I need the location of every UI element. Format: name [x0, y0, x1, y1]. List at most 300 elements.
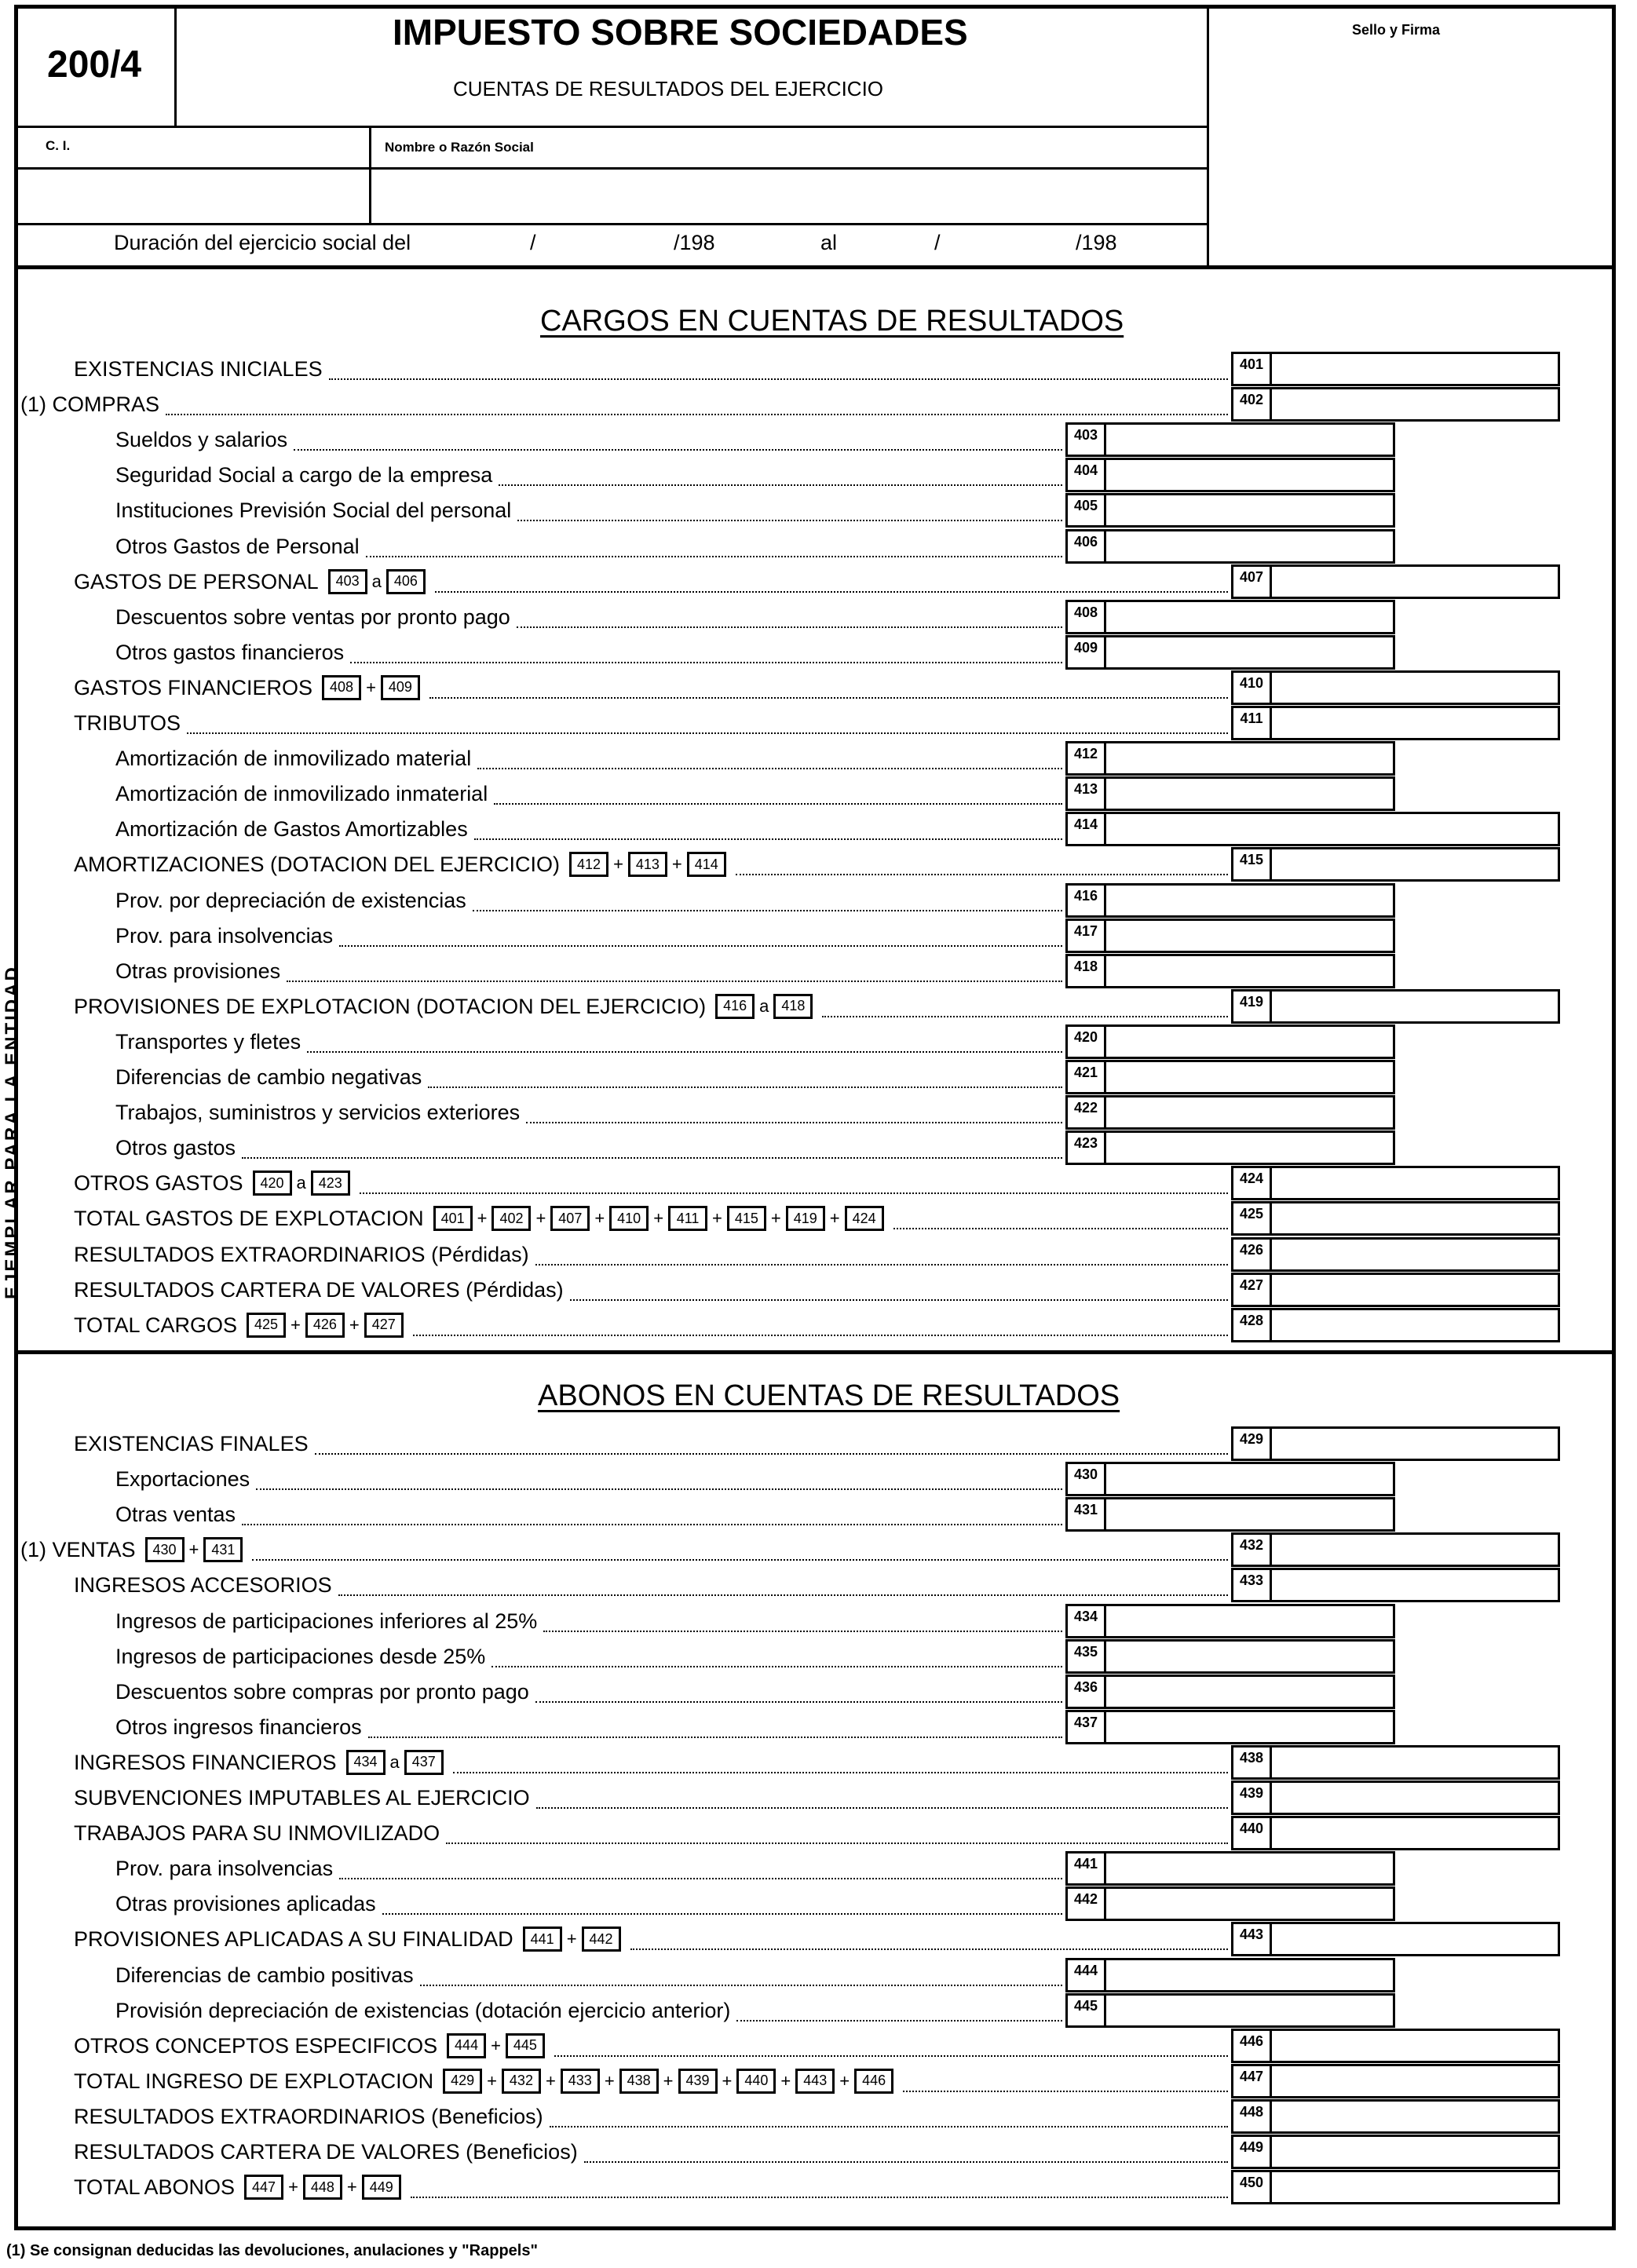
field-code: 419 [1231, 989, 1272, 1024]
amount-field[interactable] [1106, 1851, 1395, 1886]
field-code: 409 [1065, 635, 1106, 670]
row-formula [241, 2175, 404, 2200]
amount-field[interactable] [1272, 1780, 1560, 1815]
amount-field[interactable] [1272, 1922, 1560, 1956]
form-row [74, 1308, 407, 1342]
amount-field[interactable] [1106, 1993, 1395, 2028]
formula-ref-box: 432 [502, 2069, 541, 2094]
row-label: Otros gastos [115, 1136, 236, 1160]
form-row [115, 1462, 250, 1496]
dot-leader [570, 1299, 1228, 1301]
form-row [20, 1532, 246, 1567]
row-label: Descuentos sobre compras por pronto pago [115, 1679, 529, 1704]
field-code: 429 [1231, 1426, 1272, 1461]
dot-leader [494, 803, 1062, 805]
form-row [74, 2170, 404, 2204]
field-code: 403 [1065, 422, 1106, 457]
formula-operator: + [663, 2070, 674, 2091]
amount-field[interactable] [1106, 741, 1395, 776]
dot-leader [242, 1524, 1062, 1525]
formula-operator: + [722, 2070, 733, 2091]
amount-field[interactable] [1106, 776, 1395, 811]
amount-field[interactable] [1106, 954, 1395, 988]
amount-field[interactable] [1106, 529, 1395, 564]
field-code: 445 [1065, 1993, 1106, 2028]
amount-field[interactable] [1106, 1710, 1395, 1744]
field-code: 406 [1065, 529, 1106, 564]
formula-operator: + [780, 2070, 791, 2091]
form-row [74, 564, 429, 599]
form-row [74, 1166, 353, 1200]
amount-field[interactable] [1106, 1675, 1395, 1709]
form-row [74, 1273, 564, 1307]
dot-leader [413, 1335, 1228, 1336]
formula-ref-box: 438 [619, 2069, 659, 2094]
amount-field[interactable] [1106, 1639, 1395, 1674]
formula-operator: + [712, 1208, 722, 1229]
amount-field[interactable] [1272, 847, 1560, 882]
dot-leader [338, 1594, 1228, 1596]
header-divider-ci [369, 126, 371, 225]
form-row [115, 1851, 333, 1886]
stamp-area[interactable] [1211, 47, 1611, 262]
amount-field[interactable] [1272, 1201, 1560, 1236]
formula-ref-box: 402 [491, 1206, 531, 1231]
amount-field[interactable] [1272, 352, 1560, 386]
dot-leader [584, 2161, 1228, 2163]
formula-ref-box: 424 [845, 1206, 884, 1231]
amount-field[interactable] [1106, 493, 1395, 528]
form-row [115, 1710, 362, 1744]
dot-leader [822, 1016, 1228, 1017]
dot-leader [491, 1666, 1062, 1667]
duration-year-1: /198 [674, 231, 715, 254]
formula-operator: + [487, 2070, 497, 2091]
field-code: 430 [1065, 1462, 1106, 1496]
field-code: 431 [1065, 1497, 1106, 1532]
ci-field[interactable] [19, 170, 367, 221]
row-label: INGRESOS FINANCIEROS [74, 1750, 337, 1774]
amount-field[interactable] [1272, 564, 1560, 599]
field-code: 404 [1065, 458, 1106, 492]
dot-leader [736, 874, 1228, 875]
row-formula [520, 1927, 624, 1952]
field-code: 440 [1231, 1816, 1272, 1850]
dot-leader [287, 981, 1062, 982]
dot-leader [242, 1157, 1062, 1159]
row-label: RESULTADOS EXTRAORDINARIOS (Pérdidas) [74, 1242, 529, 1266]
dot-leader [903, 2091, 1228, 2092]
abonos-title: ABONOS EN CUENTAS DE RESULTADOS [538, 1379, 1120, 1412]
field-code: 410 [1231, 670, 1272, 705]
row-label: Trabajos, suministros y servicios exteriores [115, 1101, 521, 1125]
dot-leader [329, 378, 1228, 380]
dot-leader [429, 697, 1228, 699]
field-code: 422 [1065, 1095, 1106, 1130]
duration-slash-1: / [530, 231, 536, 254]
form-row [115, 422, 287, 457]
row-formula [430, 1206, 887, 1231]
row-label: OTROS CONCEPTOS ESPECIFICOS [74, 2033, 438, 2058]
amount-field[interactable] [1272, 2170, 1560, 2204]
row-label: Otros gastos financieros [115, 640, 345, 664]
dot-leader [473, 910, 1062, 911]
row-label: Exportaciones [115, 1467, 250, 1492]
amount-field[interactable] [1106, 919, 1395, 953]
field-code: 416 [1065, 883, 1106, 918]
field-code: 444 [1065, 1958, 1106, 1992]
form-subtitle: CUENTAS DE RESULTADOS DEL EJERCICIO [453, 77, 884, 100]
amount-field[interactable] [1272, 2099, 1560, 2134]
dot-leader [339, 1878, 1062, 1879]
field-code: 415 [1231, 847, 1272, 882]
amount-field[interactable] [1272, 1426, 1560, 1461]
row-label: TOTAL ABONOS [74, 2175, 236, 2200]
field-code: 434 [1065, 1604, 1106, 1638]
form-row [74, 1816, 440, 1850]
form-row [115, 1130, 236, 1165]
formula-operator: a [759, 995, 769, 1016]
amount-field[interactable] [1272, 706, 1560, 740]
amount-field[interactable] [1106, 1462, 1395, 1496]
row-label: AMORTIZACIONES (DOTACION DEL EJERCICIO) [74, 853, 561, 877]
amount-field[interactable] [1272, 1816, 1560, 1850]
form-row [74, 1780, 530, 1815]
amount-field[interactable] [1106, 635, 1395, 670]
dot-leader [350, 662, 1062, 663]
row-label: Otras ventas [115, 1503, 236, 1527]
row-label: Instituciones Previsión Social del personal [115, 499, 512, 523]
row-label: Ingresos de participaciones desde 25% [115, 1644, 486, 1668]
field-code: 438 [1231, 1745, 1272, 1780]
row-label: SUBVENCIONES IMPUTABLES AL EJERCICIO [74, 1786, 530, 1810]
amount-field[interactable] [1106, 458, 1395, 492]
row-formula [712, 994, 816, 1019]
form-row [115, 1060, 422, 1094]
row-label: Amortización de inmovilizado inmaterial [115, 782, 488, 806]
formula-ref-box: 418 [773, 994, 813, 1019]
formula-ref-box: 407 [550, 1206, 590, 1231]
dot-leader [166, 414, 1228, 415]
dot-leader [543, 1631, 1062, 1632]
form-row [115, 600, 510, 634]
formula-ref-box: 409 [381, 675, 420, 700]
formula-ref-box: 411 [668, 1206, 707, 1231]
field-code: 443 [1231, 1922, 1272, 1956]
dot-leader [294, 449, 1062, 451]
amount-field[interactable] [1272, 1308, 1560, 1342]
name-label: Nombre o Razón Social [385, 140, 534, 155]
formula-ref-box: 413 [628, 852, 667, 877]
section-separator [14, 1350, 1616, 1354]
dot-leader [256, 1488, 1062, 1490]
row-formula [325, 569, 429, 594]
formula-ref-box: 445 [506, 2033, 545, 2058]
formula-ref-box: 440 [736, 2069, 776, 2094]
form-row [74, 2099, 543, 2134]
form-number: 200/4 [47, 44, 142, 86]
amount-field[interactable] [1106, 422, 1395, 457]
field-code: 436 [1065, 1675, 1106, 1709]
form-row [74, 1922, 624, 1956]
field-code: 402 [1231, 387, 1272, 422]
formula-operator: + [491, 2035, 501, 2055]
field-code: 447 [1231, 2064, 1272, 2098]
amount-field[interactable] [1106, 883, 1395, 918]
formula-ref-box: 446 [854, 2069, 893, 2094]
dot-leader [428, 1087, 1062, 1088]
field-code: 426 [1231, 1237, 1272, 1272]
field-code: 405 [1065, 493, 1106, 528]
ci-label: C. I. [46, 138, 71, 153]
field-code: 425 [1231, 1201, 1272, 1236]
row-label: Provisión depreciación de existencias (dotación ejercicio anterior) [115, 1998, 731, 2022]
dot-leader [187, 732, 1228, 734]
row-label: Descuentos sobre ventas por pronto pago [115, 604, 510, 629]
field-code: 421 [1065, 1060, 1106, 1094]
field-code: 420 [1065, 1024, 1106, 1059]
amount-field[interactable] [1106, 600, 1395, 634]
form-row [115, 1604, 537, 1638]
formula-operator: + [671, 854, 682, 875]
formula-ref-box: 423 [311, 1171, 350, 1196]
form-row [115, 919, 333, 953]
field-code: 448 [1231, 2099, 1272, 2134]
formula-ref-box: 420 [253, 1171, 292, 1196]
formula-operator: + [545, 2070, 556, 2091]
form-row [20, 387, 159, 422]
formula-operator: a [389, 1751, 400, 1772]
formula-operator: + [653, 1208, 664, 1229]
field-code: 418 [1065, 954, 1106, 988]
stamp-label: Sello y Firma [1352, 22, 1441, 38]
dot-leader [382, 1913, 1062, 1915]
dot-leader [554, 2055, 1228, 2057]
field-code: 412 [1065, 741, 1106, 776]
amount-field[interactable] [1106, 1060, 1395, 1094]
name-field[interactable] [372, 170, 1204, 221]
amount-field[interactable] [1106, 1604, 1395, 1638]
amount-field[interactable] [1272, 1166, 1560, 1200]
row-label: Ingresos de participaciones inferiores al 25% [115, 1609, 538, 1633]
form-row [74, 2064, 897, 2098]
dot-leader [420, 1985, 1062, 1986]
formula-ref-box: 410 [609, 1206, 649, 1231]
row-label: TRIBUTOS [74, 711, 181, 735]
form-row [74, 670, 423, 705]
form-title: IMPUESTO SOBRE SOCIEDADES [393, 12, 968, 53]
amount-field[interactable] [1272, 2135, 1560, 2169]
formula-ref-box: 433 [561, 2069, 600, 2094]
formula-operator: + [188, 1539, 199, 1560]
amount-field[interactable] [1272, 387, 1560, 422]
header-rule-1 [14, 126, 1208, 128]
row-label: TRABAJOS PARA SU INMOVILIZADO [74, 1821, 440, 1846]
amount-field[interactable] [1272, 989, 1560, 1024]
header-divider-stamp [1207, 5, 1209, 267]
formula-operator: + [770, 1208, 781, 1229]
dot-leader [366, 556, 1062, 557]
amount-field[interactable] [1272, 1568, 1560, 1602]
dot-leader [453, 1772, 1228, 1773]
row-label: Otros ingresos financieros [115, 1715, 362, 1739]
amount-field[interactable] [1272, 2064, 1560, 2098]
formula-ref-box: 415 [727, 1206, 766, 1231]
dot-leader [411, 2197, 1228, 2198]
field-code: 435 [1065, 1639, 1106, 1674]
form-row [115, 493, 511, 528]
formula-ref-box: 401 [433, 1206, 473, 1231]
amount-field[interactable] [1106, 1095, 1395, 1130]
field-code: 433 [1231, 1568, 1272, 1602]
form-row [74, 989, 816, 1024]
amount-field[interactable] [1106, 1024, 1395, 1059]
footnote: (1) Se consignan deducidas las devoluciones, anulaciones y "Rappels" [6, 2242, 538, 2259]
dot-leader [474, 838, 1062, 840]
row-label: RESULTADOS EXTRAORDINARIOS (Beneficios) [74, 2104, 543, 2128]
header-rule-3 [14, 223, 1208, 225]
row-label: OTROS GASTOS [74, 1171, 243, 1196]
duration-year-2: /198 [1076, 231, 1117, 254]
form-row [115, 1095, 520, 1130]
row-label: Sueldos y salarios [115, 428, 288, 452]
dot-leader [477, 768, 1062, 769]
formula-ref-box: 448 [303, 2175, 342, 2200]
dot-leader [307, 1051, 1062, 1053]
amount-field[interactable] [1106, 1497, 1395, 1532]
row-formula [319, 675, 423, 700]
formula-ref-box: 406 [386, 569, 426, 594]
row-label: Diferencias de cambio positivas [115, 1963, 414, 1987]
formula-operator: + [349, 1314, 360, 1335]
row-label: Amortización de Gastos Amortizables [115, 817, 468, 842]
field-code: 407 [1231, 564, 1272, 599]
formula-ref-box: 429 [443, 2069, 482, 2094]
amount-field[interactable] [1106, 1130, 1395, 1165]
amount-field[interactable] [1106, 812, 1560, 846]
dot-leader [550, 2126, 1228, 2127]
row-label: RESULTADOS CARTERA DE VALORES (Pérdidas) [74, 1277, 564, 1302]
duration-slash-2: / [934, 231, 941, 254]
row-formula [440, 2069, 897, 2094]
form-row [115, 954, 280, 988]
formula-ref-box: 426 [305, 1313, 345, 1338]
dot-leader [446, 1843, 1228, 1844]
dot-leader [535, 1264, 1228, 1265]
row-label: TOTAL INGRESO DE EXPLOTACION [74, 2069, 434, 2093]
duration-al: al [820, 231, 838, 254]
form-row [74, 1426, 309, 1461]
row-label: Otras provisiones aplicadas [115, 1892, 376, 1916]
row-label: EXISTENCIAS FINALES [74, 1432, 309, 1455]
formula-ref-box: 416 [715, 994, 755, 1019]
field-code: 437 [1065, 1710, 1106, 1744]
field-code: 427 [1231, 1273, 1272, 1307]
form-row [74, 847, 729, 882]
form-row [115, 1993, 730, 2028]
row-label: Prov. para insolvencias [115, 1857, 334, 1881]
formula-ref-box: 437 [404, 1750, 444, 1775]
field-code: 423 [1065, 1130, 1106, 1165]
row-formula [444, 2033, 548, 2058]
row-label: RESULTADOS CARTERA DE VALORES (Beneficios) [74, 2140, 578, 2164]
form-row [74, 1201, 887, 1236]
form-row [115, 1958, 414, 1992]
formula-ref-box: 430 [145, 1537, 185, 1562]
header-rule-bottom [14, 265, 1616, 269]
field-code: 441 [1065, 1851, 1106, 1886]
row-label: GASTOS DE PERSONAL [74, 569, 319, 593]
field-code: 413 [1065, 776, 1106, 811]
amount-field[interactable] [1106, 1886, 1395, 1921]
dot-leader [435, 591, 1228, 593]
field-code: 439 [1231, 1780, 1272, 1815]
formula-operator: + [566, 1929, 577, 1949]
formula-ref-box: 443 [795, 2069, 835, 2094]
form-row [115, 1886, 376, 1921]
field-code: 411 [1231, 706, 1272, 740]
formula-ref-box: 431 [203, 1537, 243, 1562]
form-row [74, 1237, 529, 1272]
amount-field[interactable] [1272, 1532, 1560, 1567]
row-formula [142, 1537, 247, 1562]
row-formula [343, 1750, 447, 1775]
row-label: Prov. por depreciación de existencias [115, 888, 466, 912]
cargos-title: CARGOS EN CUENTAS DE RESULTADOS [540, 305, 1124, 338]
field-code: 450 [1231, 2170, 1272, 2204]
amount-field[interactable] [1106, 1958, 1395, 1992]
field-code: 449 [1231, 2135, 1272, 2169]
form-row [74, 1568, 332, 1602]
dot-leader [339, 945, 1062, 947]
form-row [115, 741, 471, 776]
row-label: Otras provisiones [115, 959, 281, 983]
dot-leader [315, 1453, 1228, 1455]
duration-label: Duración del ejercicio social del [114, 231, 411, 254]
row-formula [566, 852, 729, 877]
formula-operator: a [371, 571, 382, 591]
form-row [74, 352, 323, 386]
row-label: Transportes y fletes [115, 1029, 301, 1054]
row-label: TOTAL GASTOS DE EXPLOTACION [74, 1207, 424, 1231]
formula-ref-box: 441 [523, 1927, 562, 1952]
amount-field[interactable] [1272, 1745, 1560, 1780]
formula-operator: + [346, 2177, 357, 2197]
amount-field[interactable] [1272, 670, 1560, 705]
form-row [115, 1024, 301, 1059]
dot-leader [517, 520, 1062, 521]
header-divider-form-number [174, 5, 177, 128]
dot-leader [368, 1737, 1062, 1738]
amount-field[interactable] [1272, 1237, 1560, 1272]
dot-leader [893, 1228, 1228, 1229]
row-label: Otros Gastos de Personal [115, 534, 360, 558]
side-label: EJEMPLAR PARA LA ENTIDAD [2, 965, 23, 1299]
formula-operator: + [613, 854, 623, 875]
formula-operator: + [839, 2070, 850, 2091]
field-code: 424 [1231, 1166, 1272, 1200]
form-row [115, 1497, 236, 1532]
dot-leader [499, 484, 1062, 486]
row-label: PROVISIONES APLICADAS A SU FINALIDAD [74, 1927, 513, 1952]
row-label: (1) VENTAS [20, 1538, 136, 1562]
row-label: Seguridad Social a cargo de la empresa [115, 463, 493, 488]
formula-ref-box: 425 [247, 1313, 286, 1338]
form-row [74, 1745, 447, 1780]
amount-field[interactable] [1272, 2029, 1560, 2063]
formula-ref-box: 412 [569, 852, 608, 877]
amount-field[interactable] [1272, 1273, 1560, 1307]
